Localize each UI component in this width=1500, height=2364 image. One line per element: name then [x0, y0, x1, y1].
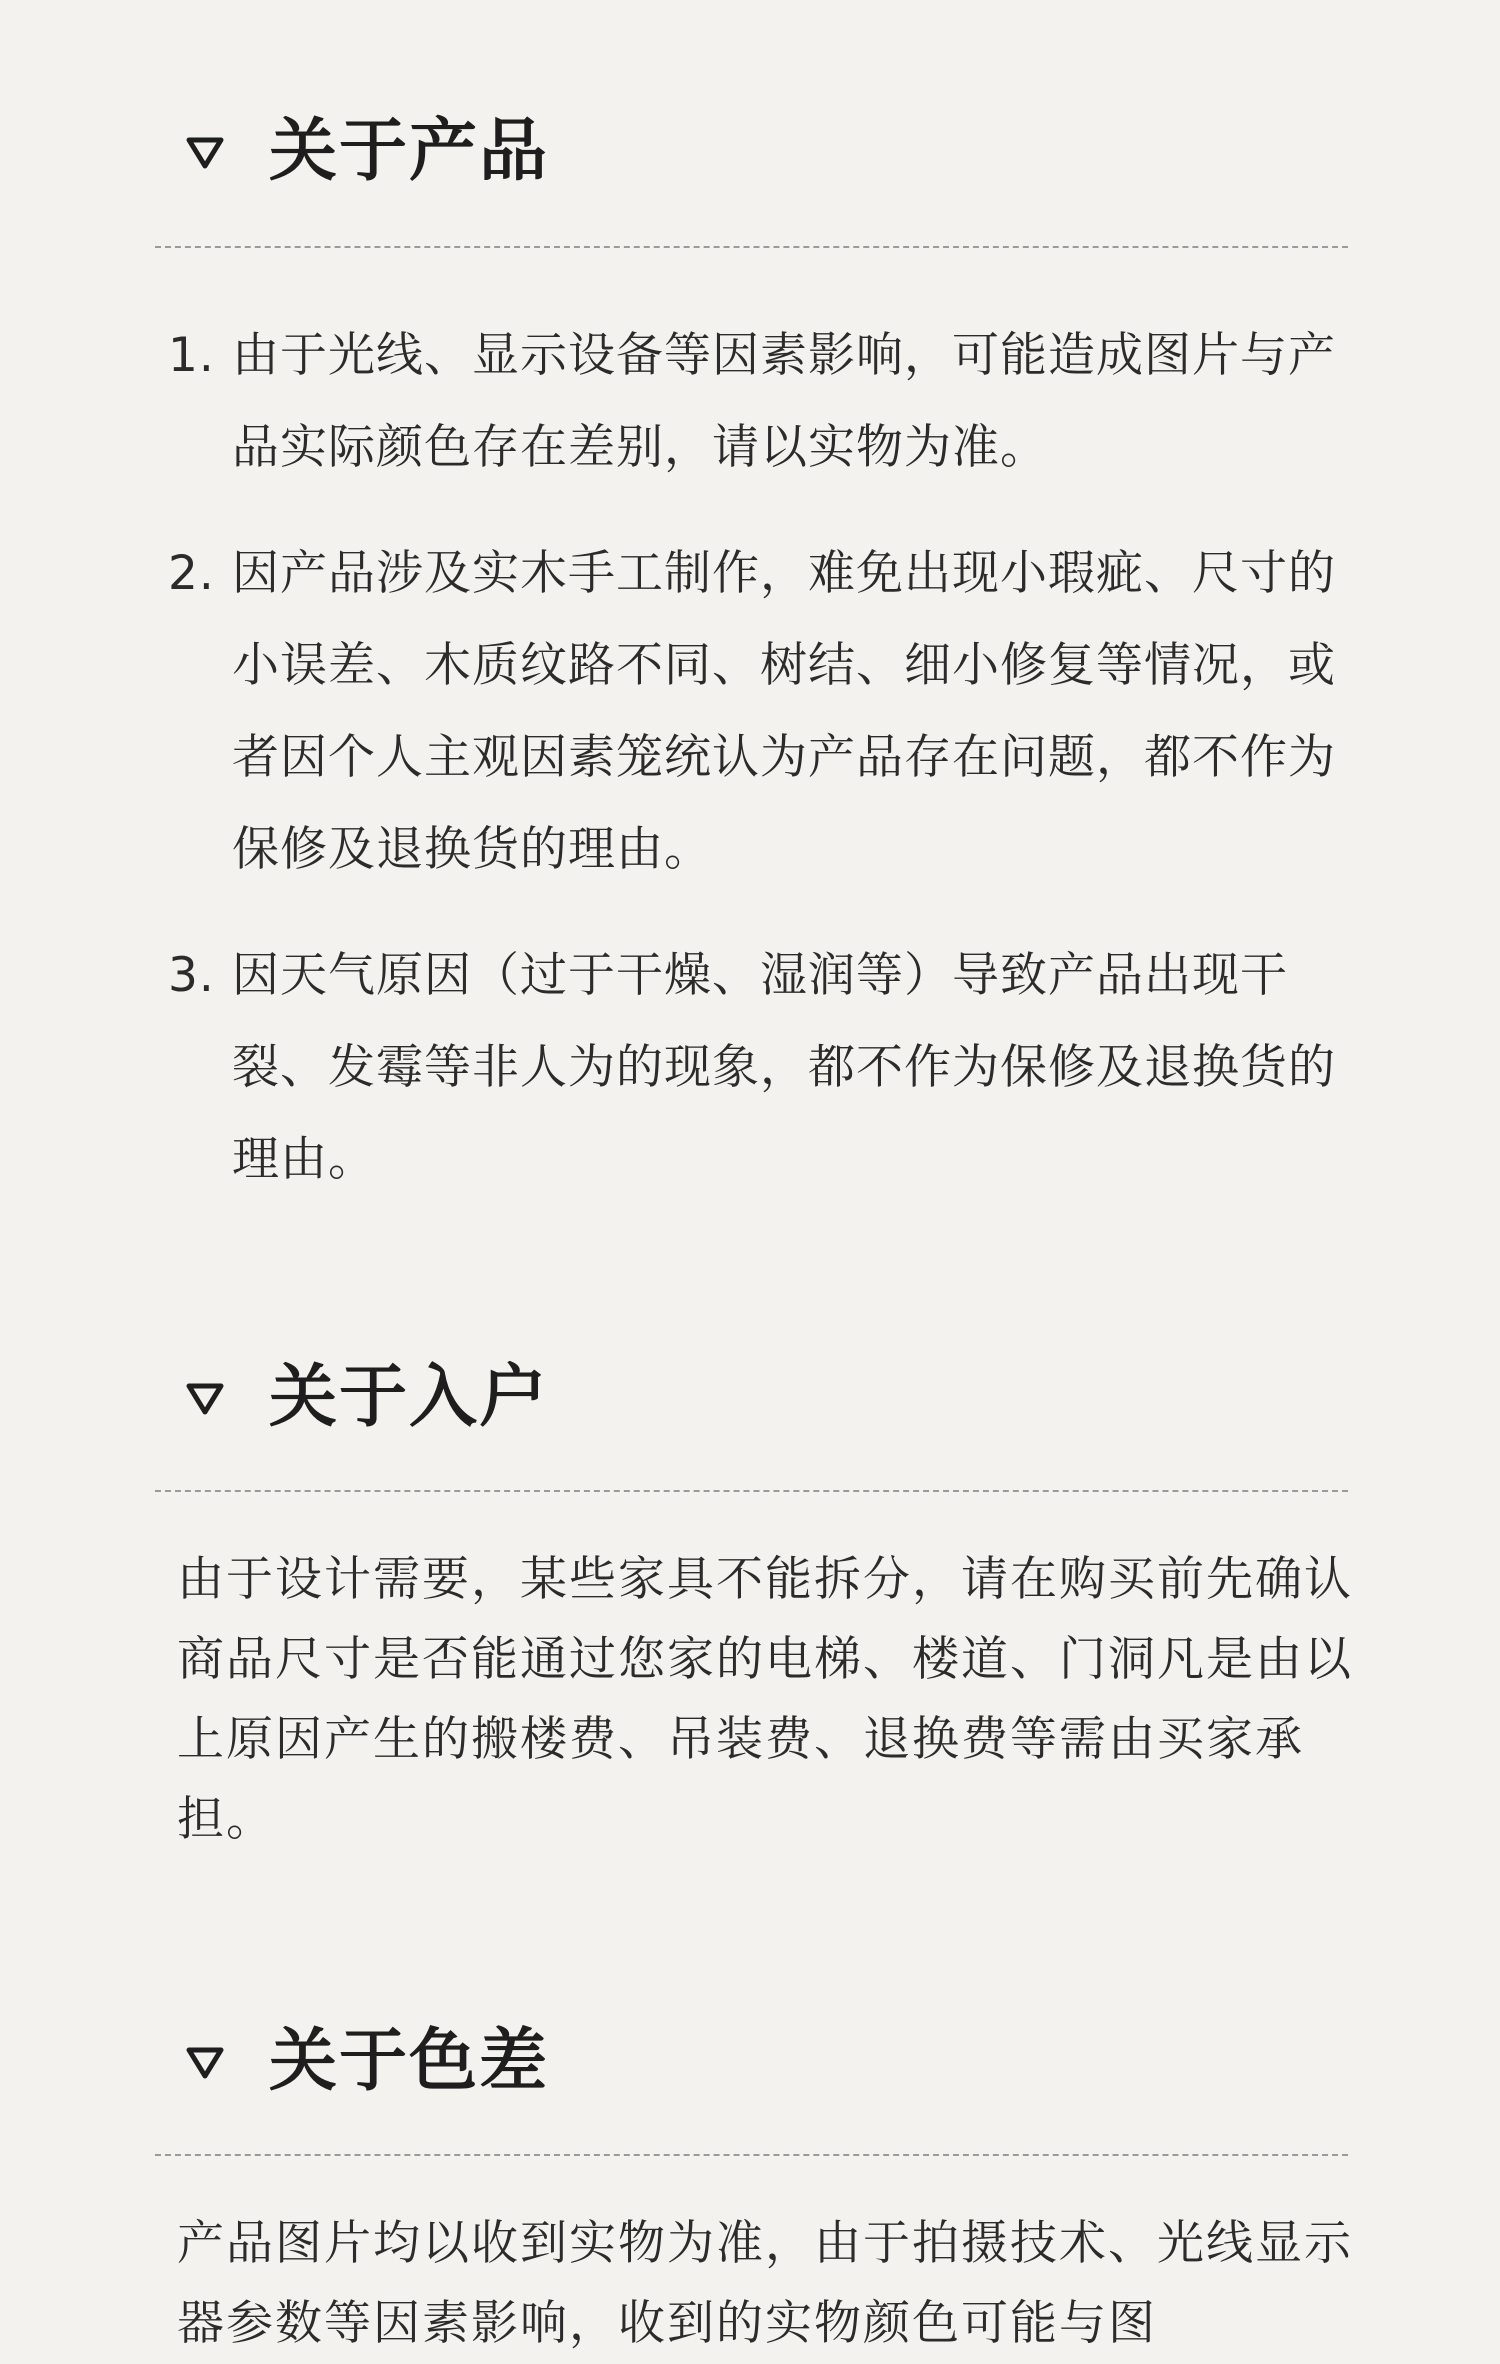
list-item-number: 1.	[168, 328, 215, 383]
color-notice-text: 产品图片均以收到实物为准，由于拍摄技术、光线显示器参数等因素影响，收到的实物颜色可能与图	[177, 2216, 1353, 2351]
section-header-delivery	[185, 1358, 550, 1437]
dashed-divider	[155, 246, 1348, 248]
section-header-product	[185, 112, 550, 191]
list-item-text: 由于光线、显示设备等因素影响，可能造成图片与产品实际颜色存在差别，请以实物为准。	[232, 328, 1336, 475]
list-item-text: 因产品涉及实木手工制作，难免出现小瑕疵、尺寸的小误差、木质纹路不同、树结、细小修复等情况，或者因个人主观因素笼统认为产品存在问题，都不作为保修及退换货的理由。	[232, 546, 1336, 877]
section-title: 关于入户	[269, 1358, 550, 1437]
list-item	[168, 930, 1358, 1206]
triangle-down-icon	[185, 132, 225, 172]
section-title: 关于色差	[269, 2022, 550, 2101]
section-header-color	[185, 2022, 550, 2101]
product-notice-list	[168, 310, 1358, 1240]
dashed-divider	[155, 2154, 1348, 2156]
list-item-text: 因天气原因（过于干燥、湿润等）导致产品出现干裂、发霉等非人为的现象，都不作为保修及退换货的理由。	[232, 948, 1336, 1187]
triangle-down-icon	[185, 1378, 225, 1418]
list-item-number: 2.	[168, 546, 215, 601]
list-item-number: 3.	[168, 948, 215, 1003]
delivery-notice-text: 由于设计需要，某些家具不能拆分，请在购买前先确认商品尺寸是否能通过您家的电梯、楼道、门洞凡是由以上原因产生的搬楼费、吊装费、退换费等需由买家承担。	[177, 1552, 1353, 1847]
triangle-down-icon	[185, 2042, 225, 2082]
list-item	[168, 310, 1358, 494]
dashed-divider	[155, 1490, 1348, 1492]
section-title: 关于产品	[269, 112, 550, 191]
list-item	[168, 528, 1358, 896]
